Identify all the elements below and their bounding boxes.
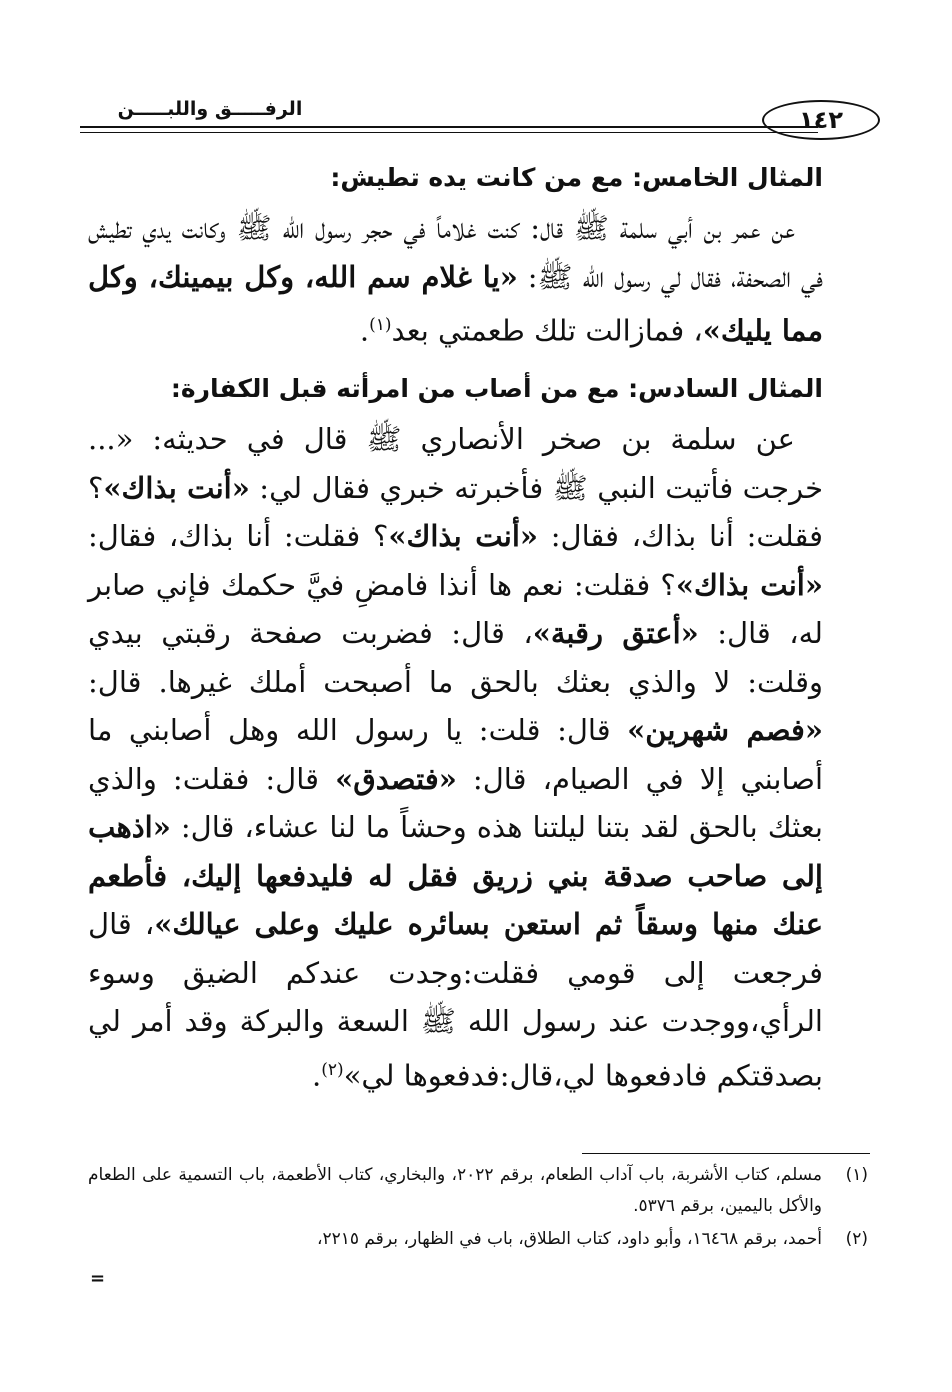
paragraph-example-5: [88, 204, 823, 355]
hadith-quote: «أنت بذاك»: [675, 567, 823, 602]
main-text: [88, 158, 823, 1100]
text-run: ، قال فرجعت إلى قومي فقلت:وجدت عندكم الضيق وسوء الرأي،ووجدت عند رسول الله ﷺ السعة والبركة وقد أمر لي بصدقتكم فادفعوها لي،قال:فدفعوها لي»: [88, 907, 823, 1093]
running-title: الرفـــــق واللبـــــن: [117, 98, 303, 120]
hadith-quote: «أعتق رقبة»: [532, 616, 699, 651]
hadith-quote: «يا غلام سم الله، وكل بيمينك، وكل مما يليك»: [88, 259, 823, 348]
paragraph-example-6: [88, 415, 823, 1100]
section-heading-6: المثال السادس: مع من أصاب من امرأته قبل الكفارة:: [170, 374, 823, 404]
footnote-2: [88, 1224, 868, 1255]
footnote-ref-2: (٢): [321, 1059, 344, 1080]
hadith-quote: «فصم شهرين»: [627, 713, 823, 748]
text-run: ؟ فقلت: نعم ها أنذا فامضِ فيَّ حكمك فإني صابر له، قال:: [88, 567, 823, 651]
text-run: ، قال: فضربت صفحة رقبتي بيدي وقلت: لا والذي بعثك بالحق ما أصبحت أملك غيرها. قال:: [88, 616, 823, 699]
continuation-mark: =: [90, 1268, 106, 1289]
footnote-number: (٢): [845, 1229, 868, 1249]
footnote-text: أحمد، برقم ١٦٤٦٨، وأبو داود، كتاب الطلاق، باب في الظهار، برقم ٢٢١٥،: [316, 1229, 822, 1249]
hadith-quote: «اذهب إلى صاحب صدقة بني زريق فقل له فليدفعها إليك، فأطعم عنك منها وسقاً ثم استعن بسائره عليك وعلى عيالك»: [88, 810, 823, 942]
text-run: ؟ فقلت: أنا بذاك، فقال:: [88, 470, 823, 554]
footnote-separator: [582, 1153, 870, 1154]
text-run: قال: فقلت: والذي بعثك بالحق لقد بتنا ليلتنا هذه وحشاً ما لنا عشاء، قال:: [88, 761, 823, 845]
hadith-quote: «أنت بذاك»: [388, 519, 539, 554]
header-rule-thin: [80, 132, 818, 133]
text-run: عن عمر بن أبي سلمة ﷺ قال: كنت غلاماً في حجر رسول الله ﷺ وكانت يدي تطيش في الصحفة، فقال لي رسول الله ﷺ:: [88, 211, 823, 294]
hadith-quote: «أنت بذاك»: [103, 470, 250, 505]
footnote-number: (١): [845, 1165, 868, 1185]
header-rule: [80, 126, 818, 128]
text-run: قال: قلت: يا رسول الله وهل أصابني ما أصابني إلا في الصيام، قال:: [88, 713, 823, 796]
footnote-text: مسلم، كتاب الأشربة، باب آداب الطعام، برقم ٢٠٢٢، والبخاري، كتاب الأطعمة، باب التسمية على الطعام والأكل باليمين، برقم ٥٣٧٦.: [88, 1165, 823, 1216]
text-run: ، فمازالت تلك طعمتي بعد: [391, 313, 703, 348]
page-number: ١٤٢: [762, 100, 880, 140]
footnote-ref-1: (١): [369, 315, 392, 335]
section-heading-5: المثال الخامس: مع من كانت يده تطيش:: [330, 163, 823, 192]
text-run: .: [359, 313, 370, 348]
footnotes: [88, 1160, 868, 1257]
text-run: .: [312, 1058, 322, 1093]
hadith-quote: «فتصدق»: [335, 761, 457, 796]
text-run: ؟ فقلت: أنا بذاك، فقال:: [88, 519, 389, 554]
text-run: عن سلمة بن صخر الأنصاري ﷺ قال في حديثه: «... خرجت فأتيت النبي ﷺ فأخبرته خبري فقال لي:: [88, 422, 823, 505]
footnote-1: [88, 1160, 868, 1222]
page-header: [70, 92, 880, 152]
